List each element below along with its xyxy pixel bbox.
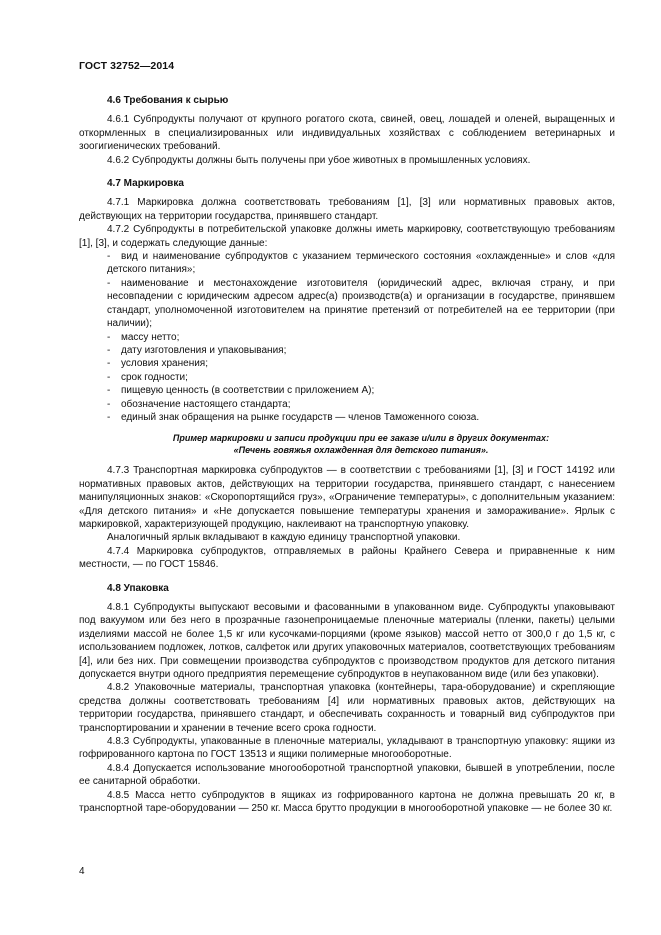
paragraph-4-8-2: 4.8.2 Упаковочные материалы, транспортная упаковка (контейнеры, тара-оборудование) и скрепляющие средства должны соответствовать требованиям [4] или нормативных правовых актов, действующих на территории государства, принявшего стандарт, и обеспечивать сохранность и товарный вид субпродуктов при транспортировании и хранении в течение всего срока годности. — [79, 682, 615, 734]
list-item: - единый знак обращения на рынке государств — членов Таможенного союза. — [107, 411, 480, 423]
list-item: - условия хранения; — [107, 358, 208, 370]
paragraph-4-8-1: 4.8.1 Субпродукты выпускают весовыми и фасованными в упакованном виде. Субпродукты упаковывают под вакуумом или без него в прозрачные газонепроницаемые пленочные материалы (пленки, пакеты) целыми изделиями массой не более 1,5 кг или кусочками-порциями (кроме языков) массой нетто от 300,0 г до 1,5 кг, с использованием подложек, лотков, салфеток или других упаковочных материалов, соответствующих требованиям [4], или без них. При совмещении производства субпродуктов с производством продуктов для детского питания допускается внутри одного предприятия перемещение субпродуктов в неупакованном виде (или без упаковки). — [79, 602, 615, 681]
section-4-8-title: 4.8 Упаковка — [107, 582, 169, 594]
list-item: - обозначение настоящего стандарта; — [107, 398, 291, 410]
marking-example — [79, 432, 615, 456]
list-item: - срок годности; — [107, 371, 188, 383]
list-item: - дату изготовления и упаковывания; — [107, 344, 287, 356]
list-item: - наименование и местонахождение изготовителя (юридический адрес, включая страну, и при несовпадении с юридическим адресом адрес(а) производств(а) и организации в государстве, принявшем стандарт, уполномоченной изготовителем на принятие претензий от потребителей на ее территории (при наличии); — [107, 277, 615, 330]
paragraph-4-8-3: 4.8.3 Субпродукты, упакованные в пленочные материалы, укладывают в транспортную упаковку: ящики из гофрированного картона по ГОСТ 13513 и ящики полимерные многооборотные. — [79, 736, 615, 761]
section-4-7-title: 4.7 Маркировка — [107, 178, 184, 190]
list-item: - массу нетто; — [107, 331, 180, 343]
paragraph-4-7-1: 4.7.1 Маркировка должна соответствовать требованиям [1], [3] или нормативных правовых актов, действующих на территории государства, принявшего стандарт. — [79, 197, 615, 222]
paragraph-4-8-4: 4.8.4 Допускается использование многооборотной транспортной упаковки, бывшей в употреблении, после ее санитарной обработки. — [79, 762, 615, 788]
paragraph-4-7-3-cont: Аналогичный ярлык вкладывают в каждую единицу транспортной упаковки. — [107, 532, 461, 544]
paragraph-4-7-4: 4.7.4 Маркировка субпродуктов, отправляемых в районы Крайнего Севера и приравненные к ним местности, — по ГОСТ 15846. — [79, 545, 615, 571]
example-line-1: Пример маркировки и записи продукции при ее заказе и/или в других документах: — [172, 433, 550, 444]
paragraph-4-6-1: 4.6.1 Субпродукты получают от крупного рогатого скота, свиней, овец, лошадей и оленей, выращенных и откормленных в специализированных или индивидуальных хозяйствах с соблюдением ветеринарных и зоогигиенических требований. — [79, 114, 615, 153]
paragraph-4-8-5: 4.8.5 Масса нетто субпродуктов в ящиках из гофрированного картона не должна превышать 20 кг, в транспортной таре-оборудовании — 250 кг. Масса брутто продукции в многооборотной упаковке — не более 30 кг. — [79, 789, 615, 815]
paragraph-4-6-2: 4.6.2 Субпродукты должны быть получены при убое животных в промышленных условиях. — [107, 154, 531, 166]
standard-header: ГОСТ 32752—2014 — [79, 60, 175, 72]
paragraph-4-7-3: 4.7.3 Транспортная маркировка субпродуктов — в соответствии с требованиями [1], [3] и ГОСТ 14192 или нормативных правовых актов, действующих на территории государства, принявшего стандарт, с нанесением манипуляционных знаков: «Скоропортящийся груз», «Ограничение температуры», с дополнительным указанием: «Для детского питания» и «Не допускается повышение температуры хранения и замораживание». Ярлык с маркировкой, характеризующей продукцию, наклеивают на транспортную упаковку. — [79, 465, 615, 530]
list-item: - вид и наименование субпродуктов с указанием термического состояния «охлажденные» и слов «для детского питания»; — [107, 251, 615, 276]
page-number: 4 — [79, 866, 85, 877]
section-4-6-title: 4.6 Требования к сырью — [107, 95, 229, 106]
example-line-2: «Печень говяжья охлажденная для детского питания». — [233, 445, 489, 456]
list-item: - пищевую ценность (в соответствии с приложением А); — [107, 385, 375, 397]
paragraph-4-7-2: 4.7.2 Субпродукты в потребительской упаковке должны иметь маркировку, соответствующую требованиям [1], [3], и содержать следующие данные: — [79, 224, 615, 249]
document-body — [79, 94, 615, 816]
